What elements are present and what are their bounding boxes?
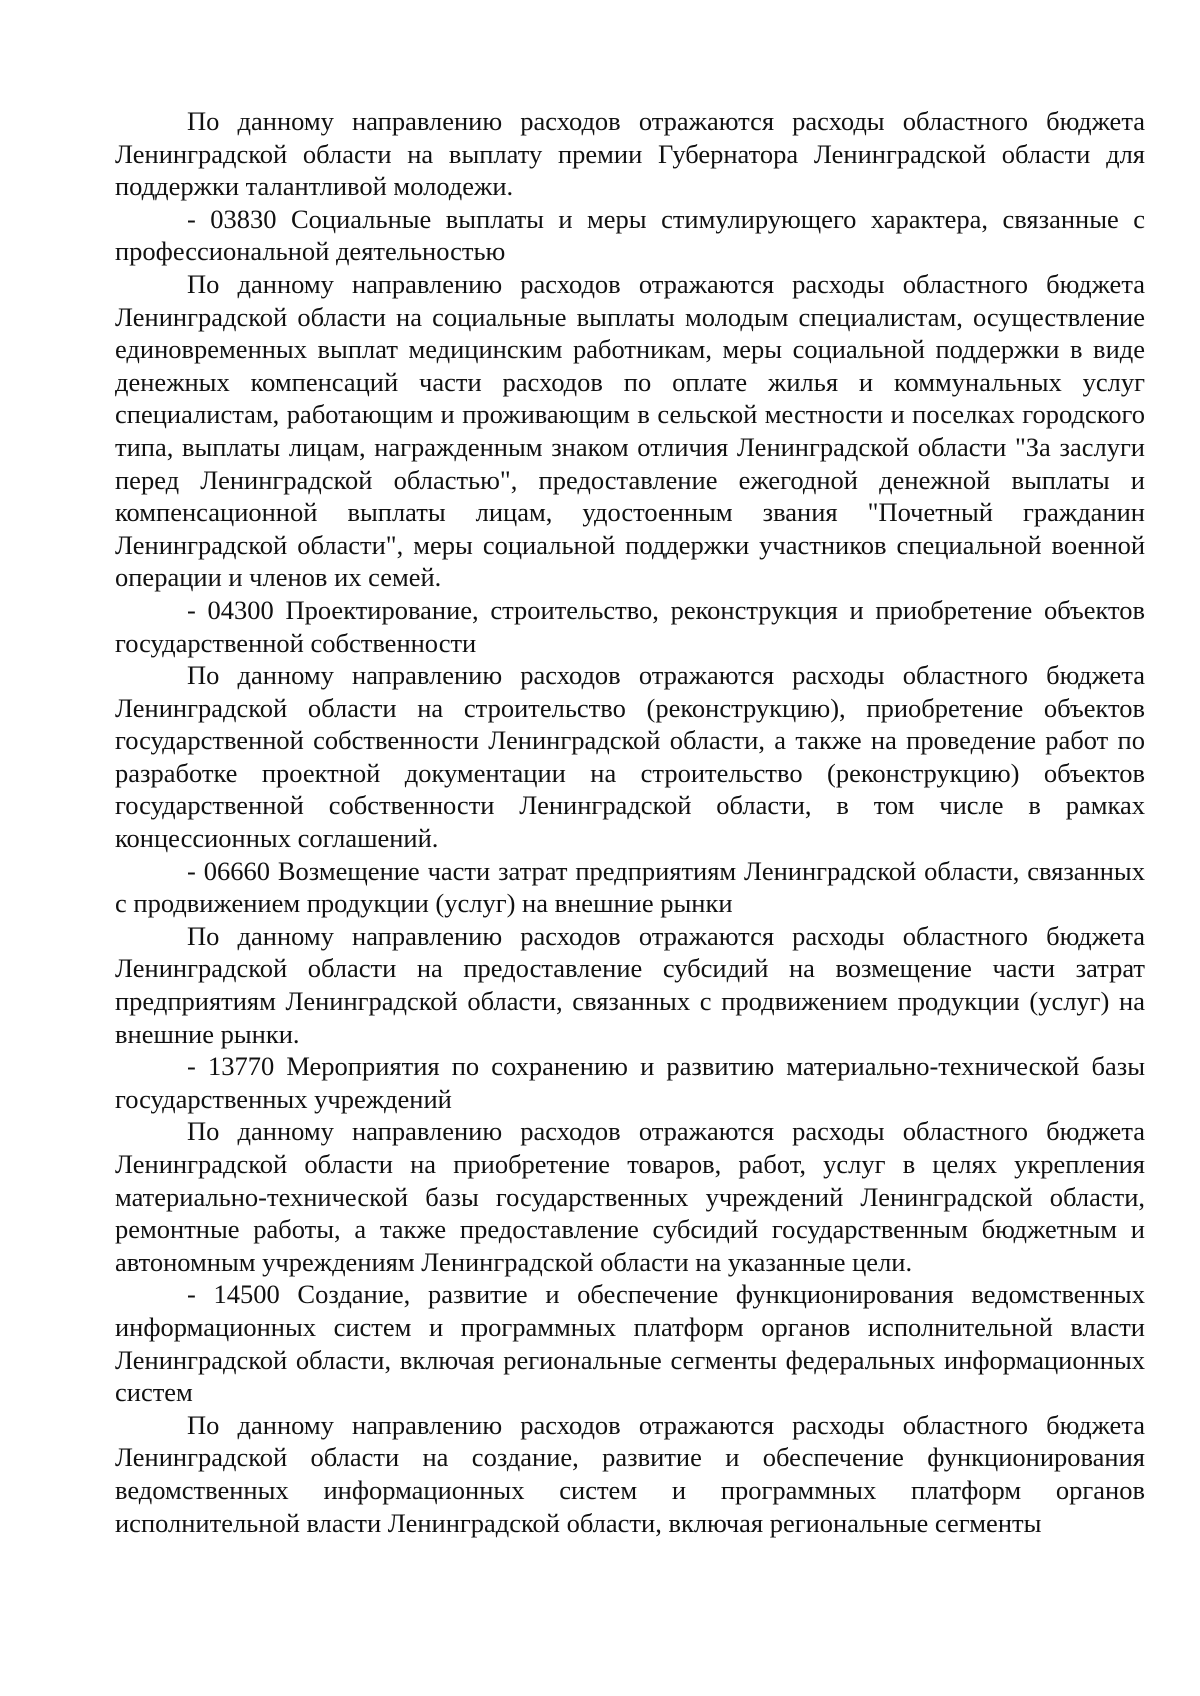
paragraph-code-heading: - 06660 Возмещение части затрат предприятиям Ленинградской области, связанных с продвижением продукции (услуг) на внешние рынки (115, 855, 1145, 919)
paragraph: По данному направлению расходов отражаются расходы областного бюджета Ленинградской области на предоставление субсидий на возмещение части затрат предприятиям Ленинградской области, связанных с продвижением продукции (услуг) на внешние рынки. (115, 920, 1145, 1049)
paragraph: По данному направлению расходов отражаются расходы областного бюджета Ленинградской области на выплату премии Губернатора Ленинградской области для поддержки талантливой молодежи. (115, 106, 1145, 202)
paragraph: По данному направлению расходов отражаются расходы областного бюджета Ленинградской области на приобретение товаров, работ, услуг в целях укрепления материально-технической базы государственных учреждений Ленинградской области, ремонтные работы, а также предоставление субсидий государственным бюджетным и автономным учреждениям Ленинградской области на указанные цели. (115, 1116, 1145, 1277)
paragraph-code-heading: - 14500 Создание, развитие и обеспечение функционирования ведомственных информационных систем и программных платформ органов исполнительной власти Ленинградской области, включая региональные сегменты федеральных информационных систем (115, 1279, 1145, 1408)
paragraph: По данному направлению расходов отражаются расходы областного бюджета Ленинградской области на строительство (реконструкцию), приобретение объектов государственной собственности Ленинградской области, а также на проведение работ по разработке проектной документации на строительство (реконструкцию) объектов государственной собственности Ленинградской области, в том числе в рамках концессионных соглашений. (115, 660, 1145, 854)
paragraph-code-heading: - 04300 Проектирование, строительство, реконструкция и приобретение объектов государственной собственности (115, 594, 1145, 658)
paragraph-code-heading: - 03830 Социальные выплаты и меры стимулирующего характера, связанные с профессиональной деятельностью (115, 203, 1145, 267)
paragraph: По данному направлению расходов отражаются расходы областного бюджета Ленинградской области на социальные выплаты молодым специалистам, осуществление единовременных выплат медицинским работникам, меры социальной поддержки в виде денежных компенсаций части расходов по оплате жилья и коммунальных услуг специалистам, работающим и проживающим в сельской местности и поселках городского типа, выплаты лицам, награжденным знаком отличия Ленинградской области "За заслуги перед Ленинградской областью", предоставление ежегодной денежной выплаты и компенсационной выплаты лицам, удостоенным звания "Почетный гражданин Ленинградской области", меры социальной поддержки участников специальной военной операции и членов их семей. (115, 268, 1145, 593)
paragraph: По данному направлению расходов отражаются расходы областного бюджета Ленинградской области на создание, развитие и обеспечение функционирования ведомственных информационных систем и программных платформ органов исполнительной власти Ленинградской области, включая региональные сегменты (115, 1409, 1145, 1538)
paragraph-code-heading: - 13770 Мероприятия по сохранению и развитию материально-технической базы государственных учреждений (115, 1051, 1145, 1114)
document-page (115, 105, 1145, 1539)
